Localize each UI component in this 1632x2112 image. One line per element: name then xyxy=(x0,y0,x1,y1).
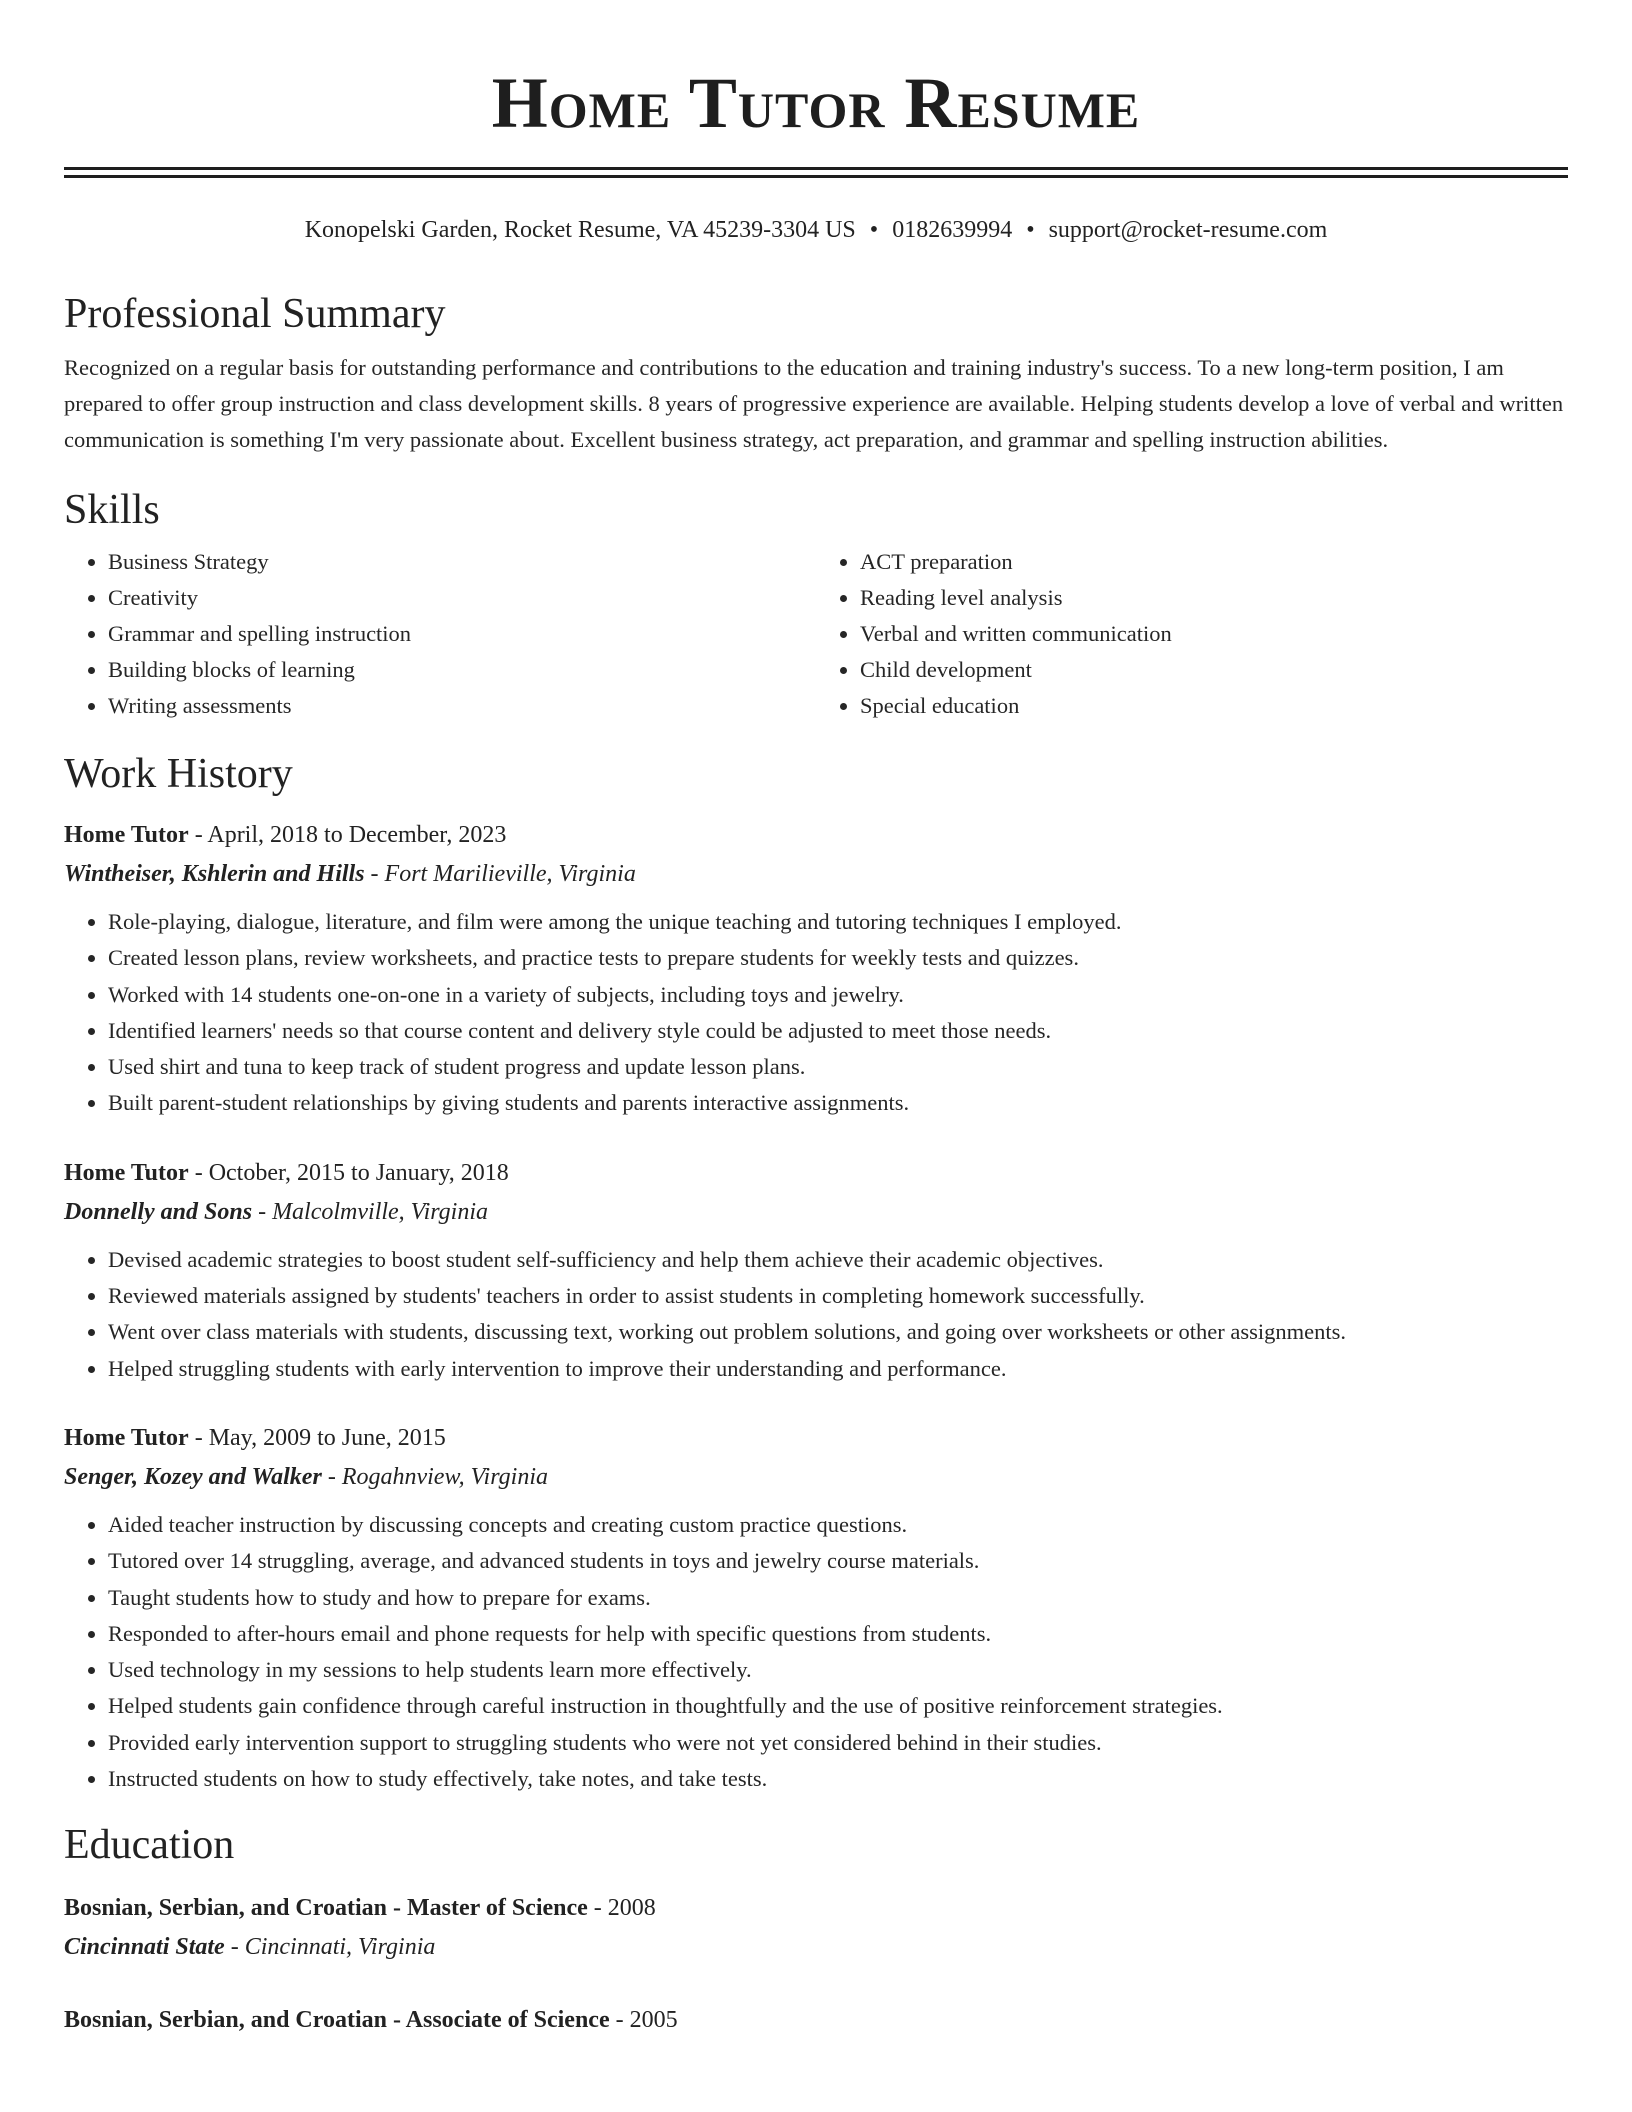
school-name: Cincinnati State xyxy=(64,1934,225,1961)
job-bullet: • Provided early intervention support to struggling students who were not yet considered behind in their studies. xyxy=(108,1725,1568,1761)
skill-item: • Writing assessments xyxy=(108,688,816,724)
contact-separator: • xyxy=(1026,217,1035,243)
company-name: Wintheiser, Kshlerin and Hills xyxy=(64,861,365,887)
job-entry xyxy=(64,1419,1568,1797)
education-entry xyxy=(64,1889,1568,1967)
summary-section xyxy=(64,290,1568,458)
job-bullets xyxy=(64,904,1568,1122)
contact-separator: • xyxy=(869,217,879,243)
company-line: Donnelly and Sons - Malcolmville, Virginia xyxy=(64,1198,489,1225)
school-location: Cincinnati, Virginia xyxy=(244,1934,436,1961)
work-history-heading: Work History xyxy=(64,751,293,797)
company-name: Senger, Kozey and Walker xyxy=(64,1463,322,1490)
company-line: Senger, Kozey and Walker - Rogahnview, Virginia xyxy=(64,1463,549,1490)
job-title: Home Tutor xyxy=(64,1424,189,1451)
title-divider-bottom xyxy=(64,175,1568,178)
skill-item: • Building blocks of learning xyxy=(108,652,816,688)
skills-list-right xyxy=(816,544,1568,724)
skills-list-left xyxy=(64,544,816,724)
skill-item: • Reading level analysis xyxy=(860,580,1568,616)
skill-item: • Business Strategy xyxy=(108,544,816,580)
job-title-line: Home Tutor - May, 2009 to June, 2015 xyxy=(64,1424,446,1451)
job-dates: May, 2009 to June, 2015 xyxy=(208,1424,446,1451)
job-bullet: • Taught students how to study and how to prepare for exams. xyxy=(108,1580,1568,1616)
education-section xyxy=(64,1821,1568,2039)
job-bullet: • Used shirt and tuna to keep track of student progress and update lesson plans. xyxy=(108,1049,1568,1085)
job-bullet: • Reviewed materials assigned by students' teachers in order to assist students in completing homework successfully. xyxy=(108,1278,1568,1314)
school-line: Cincinnati State - Cincinnati, Virginia xyxy=(64,1934,436,1961)
job-bullet: • Role-playing, dialogue, literature, and film were among the unique teaching and tutoring techniques I employed. xyxy=(108,904,1568,940)
job-bullet: • Devised academic strategies to boost student self-sufficiency and help them achieve their academic objectives. xyxy=(108,1242,1568,1278)
skills-heading: Skills xyxy=(64,487,160,533)
job-bullet: • Aided teacher instruction by discussing concepts and creating custom practice questions. xyxy=(108,1507,1568,1543)
skill-item: • Creativity xyxy=(108,580,816,616)
job-bullet: • Helped struggling students with early intervention to improve their understanding and performance. xyxy=(108,1351,1568,1387)
job-bullet: • Built parent-student relationships by giving students and parents interactive assignments. xyxy=(108,1085,1568,1121)
skill-item: • Special education xyxy=(860,688,1568,724)
summary-heading: Professional Summary xyxy=(64,291,446,337)
job-bullet: • Went over class materials with students, discussing text, working out problem solutions, and going over worksheets or other assignments. xyxy=(108,1314,1568,1350)
degree-year: 2008 xyxy=(607,1895,656,1922)
job-bullet: • Created lesson plans, review worksheets, and practice tests to prepare students for weekly tests and quizzes. xyxy=(108,940,1568,976)
resume-title: Home Tutor Resume xyxy=(491,63,1141,143)
job-entry xyxy=(64,816,1568,1122)
job-bullets xyxy=(64,1242,1568,1387)
skill-item: • Child development xyxy=(860,652,1568,688)
job-title: Home Tutor xyxy=(64,822,189,848)
job-bullet: • Used technology in my sessions to help students learn more effectively. xyxy=(108,1652,1568,1688)
job-bullet: • Tutored over 14 struggling, average, and advanced students in toys and jewelry course materials. xyxy=(108,1543,1568,1579)
contact-address: Konopelski Garden, Rocket Resume, VA 45239-3304 US xyxy=(304,217,856,243)
resume-page xyxy=(64,0,1568,2039)
job-bullet: • Responded to after-hours email and phone requests for help with specific questions from students. xyxy=(108,1616,1568,1652)
education-entry xyxy=(64,2001,1568,2039)
contact-email[interactable]: support@rocket-resume.com xyxy=(1048,217,1328,243)
skills-section xyxy=(64,486,1568,724)
job-bullet: • Instructed students on how to study effectively, take notes, and take tests. xyxy=(108,1761,1568,1797)
degree-name: Bosnian, Serbian, and Croatian - Associate of Science xyxy=(64,2007,610,2034)
company-location: Fort Marilieville, Virginia xyxy=(384,861,636,887)
job-title: Home Tutor xyxy=(64,1159,189,1186)
job-title-line: Home Tutor - October, 2015 to January, 2018 xyxy=(64,1159,509,1186)
company-location: Rogahnview, Virginia xyxy=(341,1463,549,1490)
job-dates: October, 2015 to January, 2018 xyxy=(208,1159,509,1186)
job-bullet: • Identified learners' needs so that course content and delivery style could be adjusted to meet those needs. xyxy=(108,1013,1568,1049)
skill-item: • ACT preparation xyxy=(860,544,1568,580)
degree-name: Bosnian, Serbian, and Croatian - Master of Science xyxy=(64,1895,588,1922)
work-history-section xyxy=(64,750,1568,1797)
job-bullet: • Helped students gain confidence through careful instruction in thoughtfully and the use of positive reinforcement strategies. xyxy=(108,1688,1568,1724)
job-title-line: Home Tutor - April, 2018 to December, 2023 xyxy=(64,822,507,848)
degree-year: 2005 xyxy=(629,2007,678,2034)
job-bullets xyxy=(64,1507,1568,1797)
skill-item: • Verbal and written communication xyxy=(860,616,1568,652)
degree-line: Bosnian, Serbian, and Croatian - Associate of Science - 2005 xyxy=(64,2007,678,2034)
company-name: Donnelly and Sons xyxy=(64,1198,253,1225)
summary-text: Recognized on a regular basis for outstanding performance and contributions to the education and training industry's success. To a new long-term position, I am prepared to offer group instruction and class development skills. 8 years of progressive experience are available. Helping students develop a love of verbal and written communication is something I'm very passionate about. Excellent business strategy, act preparation, and grammar and spelling instruction abilities. xyxy=(64,355,1564,452)
job-entry xyxy=(64,1154,1568,1387)
contact-phone: 0182639994 xyxy=(892,217,1013,243)
job-dates: April, 2018 to December, 2023 xyxy=(207,822,507,848)
degree-line: Bosnian, Serbian, and Croatian - Master of Science - 2008 xyxy=(64,1895,656,1922)
skill-item: • Grammar and spelling instruction xyxy=(108,616,816,652)
job-bullet: • Worked with 14 students one-on-one in a variety of subjects, including toys and jewelry. xyxy=(108,977,1568,1013)
company-line: Wintheiser, Kshlerin and Hills - Fort Marilieville, Virginia xyxy=(64,861,636,887)
contact-line xyxy=(64,214,1568,246)
company-location: Malcolmville, Virginia xyxy=(272,1198,489,1225)
education-heading: Education xyxy=(64,1822,235,1869)
skills-columns xyxy=(64,544,1568,724)
title-divider-top xyxy=(64,167,1568,170)
